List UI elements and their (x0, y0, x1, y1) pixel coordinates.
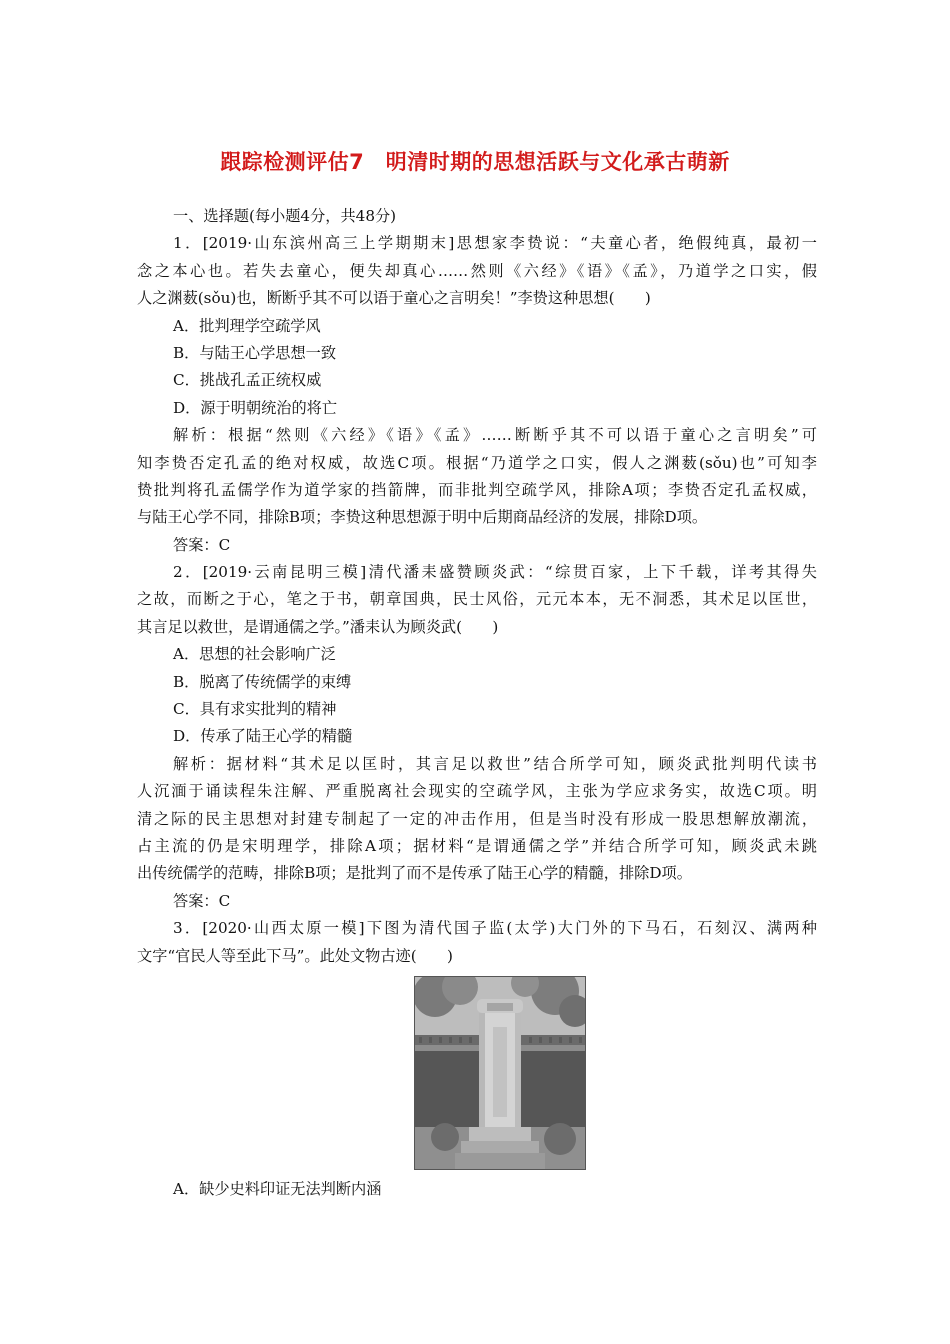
option-d: D．源于明朝统治的将亡 (173, 398, 338, 417)
option-d: D．传承了陆王心学的精髓 (173, 727, 353, 746)
option-a: A．思想的社会影响广泛 (173, 645, 336, 664)
analysis-text: 解析：根据“然则《六经》《语》《孟》……断断乎其不可以语于童心之言明矣”可 (173, 426, 817, 445)
analysis-text: 与陆王心学不同，排除B项；李贽这种思想源于明中后期商品经济的发展，排除D项。 (137, 508, 708, 527)
question-text: 3．[2020·山西太原一模]下图为清代国子监(太学)大门外的下马石，石刻汉、满两种 (173, 919, 817, 938)
option-b: B．与陆王心学思想一致 (173, 343, 337, 362)
option-c: C．具有求实批判的精神 (173, 700, 337, 719)
question-1 (137, 230, 817, 559)
answer-text: 答案：C (173, 535, 231, 554)
answer-text: 答案：C (173, 891, 231, 910)
document-body (137, 203, 817, 1203)
option-a: A．缺少史料印证无法判断内涵 (173, 1179, 382, 1198)
analysis-text: 占主流的仍是宋明理学，排除A项；据材料“是谓通儒之学”并结合所学可知，顾炎武未跳 (137, 836, 817, 855)
question-text: 其言足以救世，是谓通儒之学。”潘耒认为顾炎武( ) (137, 617, 499, 636)
analysis-text: 知李贽否定孔孟的绝对权威，故选C项。根据“乃道学之口实，假人之渊薮(sǒu)也”可知李 (137, 453, 817, 472)
analysis-text: 出传统儒学的范畴，排除B项；是批判了而不是传承了陆王心学的精髓，排除D项。 (137, 864, 692, 883)
analysis-text: 解析：据材料“其术足以匡时，其言足以救世”结合所学可知，顾炎武批判明代读书 (173, 754, 817, 773)
analysis-text: 清之际的民主思想对封建专制起了一定的冲击作用，但是当时没有形成一股思想解放潮流， (137, 809, 817, 828)
question-2 (137, 559, 817, 915)
dismount-stone-photo (414, 976, 586, 1170)
question-text: 2．[2019·云南昆明三模]清代潘耒盛赞顾炎武：“综贯百家，上下千载，详考其得失 (173, 563, 817, 582)
question-text: 念之本心也。若失去童心，便失却真心……然则《六经》《语》《孟》，乃道学之口实，假 (137, 261, 817, 280)
question-text: 1．[2019·山东滨州高三上学期期末]思想家李贽说：“夫童心者，绝假纯真，最初一 (173, 234, 817, 253)
analysis-text: 贽批判将孔孟儒学作为道学家的挡箭牌，而非批判空疏学风，排除A项；李贽否定孔孟权威， (137, 480, 817, 499)
option-b: B．脱离了传统儒学的束缚 (173, 672, 352, 691)
page-title: 跟踪检测评估7 明清时期的思想活跃与文化承古萌新 (220, 150, 730, 174)
option-a: A．批判理学空疏学风 (173, 316, 321, 335)
analysis-text: 人沉湎于诵读程朱注解、严重脱离社会现实的空疏学风，主张为学应求务实，故选C项。明 (137, 782, 817, 801)
question-text: 人之渊薮(sǒu)也，断断乎其不可以语于童心之言明矣！”李贽这种思想( ) (137, 289, 651, 308)
section-heading: 一、选择题(每小题4分，共48分) (173, 207, 397, 225)
question-3 (137, 915, 817, 1203)
question-text: 文字“官民人等至此下马”。此处文物古迹( ) (137, 946, 453, 965)
question-text: 之故，而断之于心，笔之于书，朝章国典，民士风俗，元元本本，无不洞悉，其术足以匡世， (137, 590, 817, 609)
option-c: C．挑战孔孟正统权威 (173, 371, 322, 390)
